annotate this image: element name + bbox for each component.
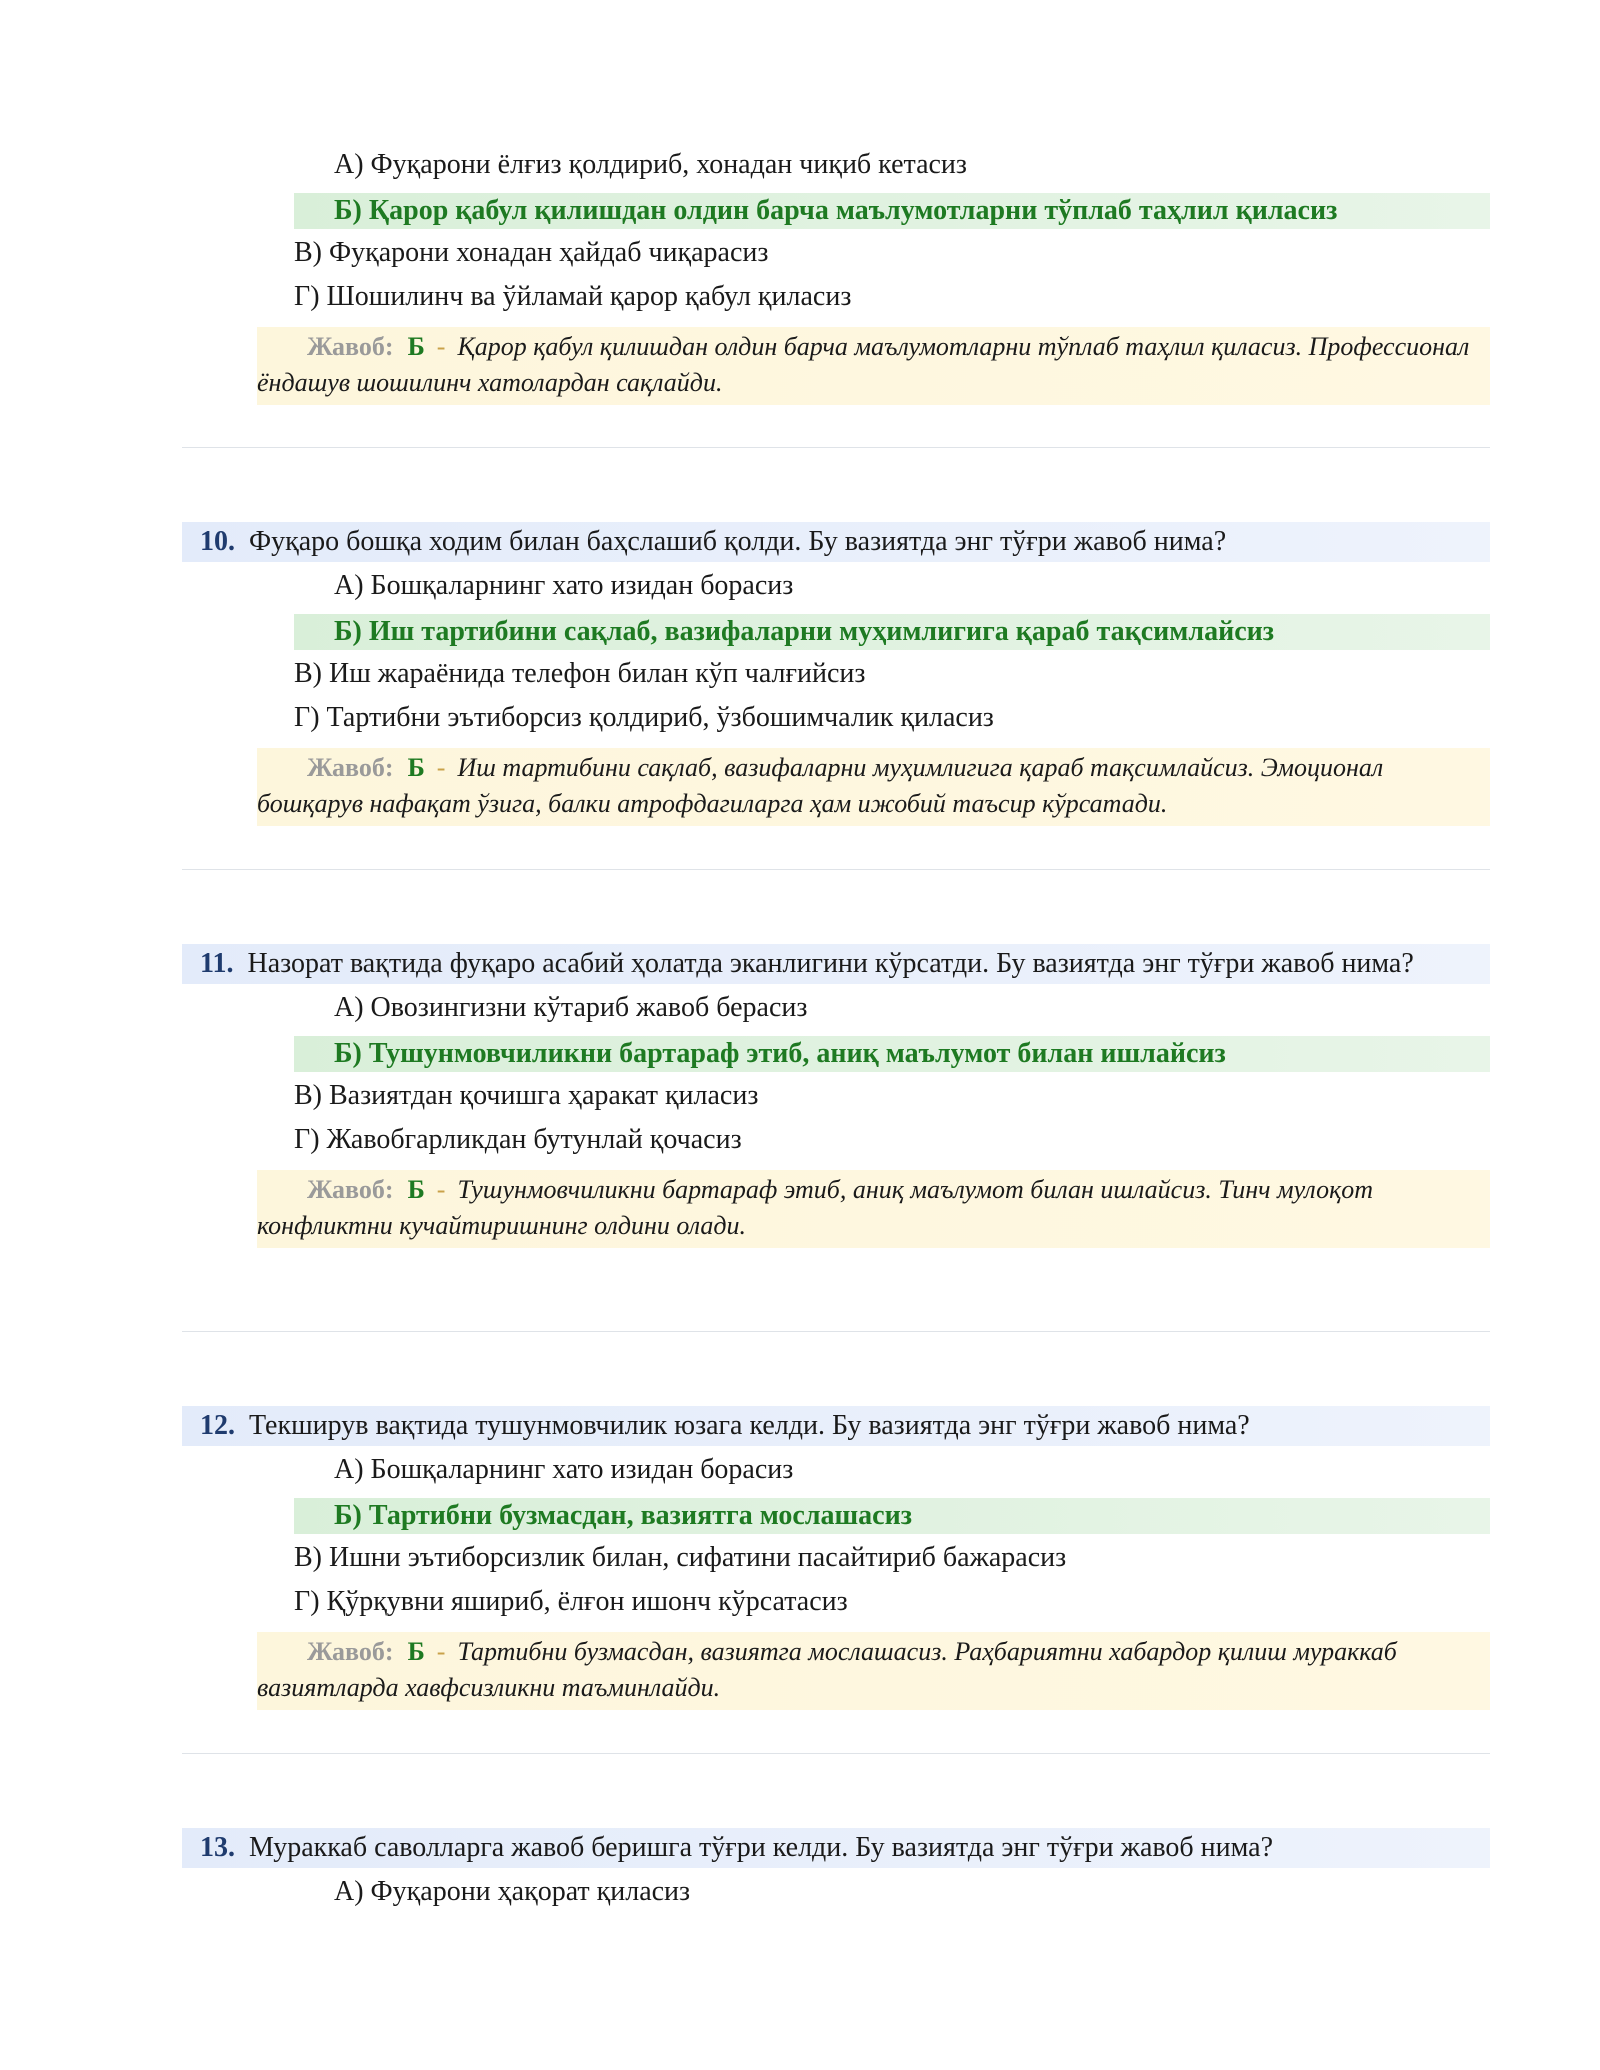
answer-text: Тартибни бузмасдан, вазиятга мослашасиз. Раҳбариятни хабардор қилиш мураккаб вазиятларда хавфсизликни таъминлайди. — [257, 1637, 1397, 1702]
question-body: Назорат вақтида фуқаро асабий ҳолатда эканлигини кўрсатди. Бу вазиятда энг тўғри жавоб нима? — [247, 948, 1414, 979]
option-v: В) Иш жараёнида телефон билан кўп чалғийсиз — [294, 658, 866, 689]
option-g: Г) Тартибни эътиборсиз қолдириб, ўзбошимчалик қиласиз — [294, 702, 994, 733]
question-body: Фуқаро бошқа ходим билан баҳслашиб қолди. Бу вазиятда энг тўғри жавоб нима? — [249, 526, 1227, 557]
answer-dash: - — [436, 1175, 446, 1204]
divider — [182, 869, 1490, 870]
option-a: А) Овозингизни кўтариб жавоб берасиз — [334, 992, 808, 1023]
answer-label: Жавоб: — [307, 753, 394, 782]
question-text — [182, 522, 1490, 562]
option-b-correct: Б) Тартибни бузмасдан, вазиятга мослашасиз — [294, 1498, 1490, 1534]
answer-box — [257, 1170, 1490, 1248]
question-body: Текширув вақтида тушунмовчилик юзага келди. Бу вазиятда энг тўғри жавоб нима? — [249, 1410, 1250, 1441]
answer-text: Тушунмовчиликни бартараф этиб, аниқ маълумот билан ишлайсиз. Тинч мулоқот конфликтни кучайтиришнинг олдини олади. — [257, 1175, 1374, 1240]
question-13-block — [182, 1828, 1490, 1916]
answer-label: Жавоб: — [307, 1637, 394, 1666]
answer-dash: - — [436, 753, 446, 782]
answer-dash: - — [436, 1637, 446, 1666]
answer-letter: Б — [407, 1175, 425, 1204]
question-number: 10. — [200, 526, 235, 557]
answer-box — [257, 327, 1490, 405]
question-text — [182, 1828, 1490, 1868]
question-number: 11. — [200, 948, 234, 979]
option-b-correct: Б) Тушунмовчиликни бартараф этиб, аниқ маълумот билан ишлайсиз — [294, 1036, 1490, 1072]
question-number: 12. — [200, 1410, 235, 1441]
option-a: А) Фуқарони ёлғиз қолдириб, хонадан чиқиб кетасиз — [334, 149, 967, 180]
option-g: Г) Шошилинч ва ўйламай қарор қабул қиласиз — [294, 281, 852, 312]
option-b-correct: Б) Иш тартибини сақлаб, вазифаларни муҳимлигига қараб тақсимлайсиз — [294, 614, 1490, 650]
answer-dash: - — [436, 332, 446, 361]
answer-letter: Б — [407, 753, 425, 782]
question-10-block — [182, 522, 1490, 826]
answer-box — [257, 1632, 1490, 1710]
option-a: А) Бошқаларнинг хато изидан борасиз — [334, 570, 794, 601]
answer-text: Қарор қабул қилишдан олдин барча маълумотларни тўплаб таҳлил қиласиз. Профессионал ёндашув шошилинч хатолардан сақлайди. — [257, 332, 1470, 397]
answer-letter: Б — [407, 332, 425, 361]
question-11-block — [182, 944, 1490, 1248]
option-a: А) Бошқаларнинг хато изидан борасиз — [334, 1454, 794, 1485]
divider — [182, 447, 1490, 448]
question-12-block — [182, 1406, 1490, 1710]
question-text — [182, 1406, 1490, 1446]
option-b-correct: Б) Қарор қабул қилишдан олдин барча маълумотларни тўплаб таҳлил қиласиз — [294, 193, 1490, 229]
option-g: Г) Қўрқувни яшириб, ёлғон ишонч кўрсатасиз — [294, 1586, 848, 1617]
option-v: В) Ишни эътиборсизлик билан, сифатини пасайтириб бажарасиз — [294, 1542, 1067, 1573]
option-v: В) Фуқарони хонадан ҳайдаб чиқарасиз — [294, 237, 769, 268]
question-9-block — [182, 145, 1490, 405]
answer-text: Иш тартибини сақлаб, вазифаларни муҳимлигига қараб тақсимлайсиз. Эмоционал бошқарув нафақат ўзига, балки атрофдагиларга ҳам ижобий таъсир кўрсатади. — [257, 753, 1384, 818]
option-g: Г) Жавобгарликдан бутунлай қочасиз — [294, 1124, 742, 1155]
option-v: В) Вазиятдан қочишга ҳаракат қиласиз — [294, 1080, 759, 1111]
question-body: Мураккаб саволларга жавоб беришга тўғри келди. Бу вазиятда энг тўғри жавоб нима? — [249, 1832, 1273, 1863]
divider — [182, 1331, 1490, 1332]
answer-letter: Б — [407, 1637, 425, 1666]
answer-label: Жавоб: — [307, 332, 394, 361]
answer-label: Жавоб: — [307, 1175, 394, 1204]
answer-box — [257, 748, 1490, 826]
option-a: А) Фуқарони ҳақорат қиласиз — [334, 1876, 691, 1907]
question-number: 13. — [200, 1832, 235, 1863]
question-text — [182, 944, 1490, 984]
divider — [182, 1753, 1490, 1754]
